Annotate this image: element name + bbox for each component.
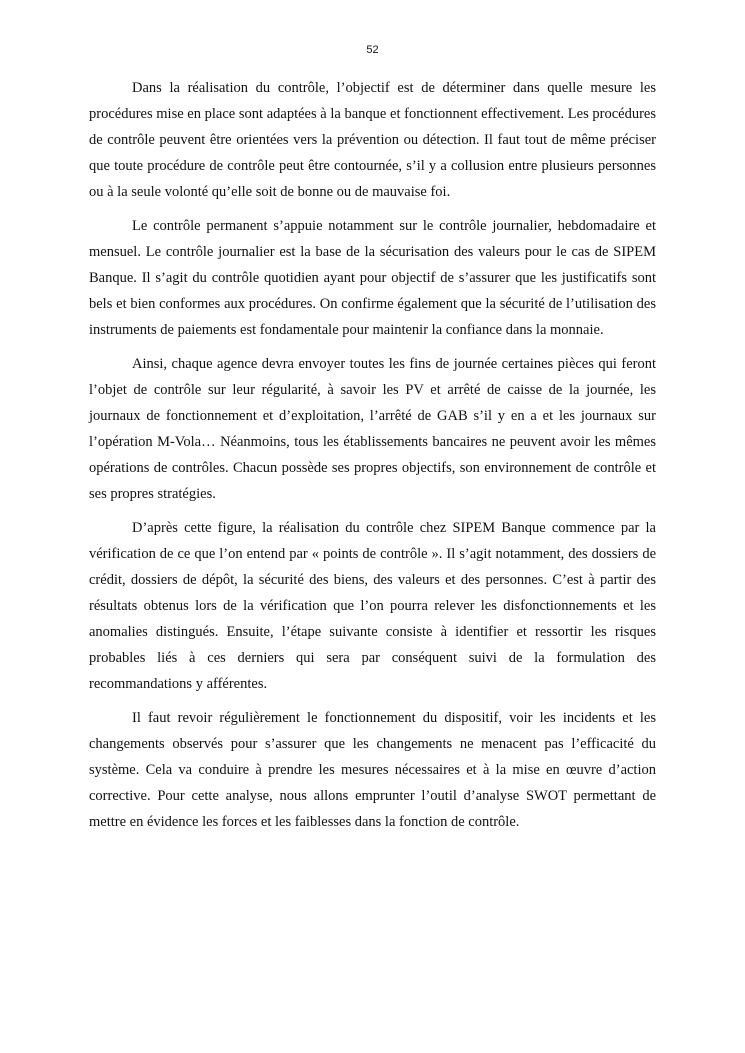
- page-number: 52: [366, 44, 379, 56]
- paragraph-swot-analysis: Il faut revoir régulièrement le fonctionnement du dispositif, voir les incidents et les changements observés pour s’assurer que les changements ne menacent pas l’efficacité du système. Cela va conduire à prendre les mesures nécessaires et à la mise en œuvre d’action corrective. Pour cette analyse, nous allons emprunter l’outil d’analyse SWOT permettant de mettre en évidence les forces et les faiblesses dans la fonction de contrôle.: [89, 710, 656, 830]
- document-body: [89, 75, 656, 843]
- paragraph-permanent-control: Le contrôle permanent s’appuie notamment sur le contrôle journalier, hebdomadaire et mensuel. Le contrôle journalier est la base de la sécurisation des valeurs pour le cas de SIPEM Banque. Il s’agit du contrôle quotidien ayant pour objectif de s’assurer que les justificatifs sont bels et bien conformes aux procédures. On confirme également que la sécurité de l’utilisation des instruments de paiements est fondamentale pour maintenir la confiance dans la monnaie.: [89, 218, 656, 338]
- paragraph-control-process: D’après cette figure, la réalisation du contrôle chez SIPEM Banque commence par la vérification de ce que l’on entend par « points de contrôle ». Il s’agit notamment, des dossiers de crédit, dossiers de dépôt, la sécurité des biens, des valeurs et des personnes. C’est à partir des résultats obtenus lors de la vérification que l’on pourra relever les disfonctionnements et les anomalies distingués. Ensuite, l’étape suivante consiste à identifier et ressortir les risques probables liés à ces derniers qui sera par conséquent suivi de la formulation des recommandations y afférentes.: [89, 520, 656, 692]
- paragraph-agency-documents: Ainsi, chaque agence devra envoyer toutes les fins de journée certaines pièces qui feront l’objet de contrôle sur leur régularité, à savoir les PV et arrêté de caisse de la journée, les journaux de fonctionnement et d’exploitation, l’arrêté de GAB s’il y en a et les journaux sur l’opération M-Vola… Néanmoins, tous les établissements bancaires ne peuvent avoir les mêmes opérations de contrôles. Chacun possède ses propres objectifs, son environnement de contrôle et ses propres stratégies.: [89, 356, 656, 502]
- paragraph-control-objective: Dans la réalisation du contrôle, l’objectif est de déterminer dans quelle mesure les procédures mise en place sont adaptées à la banque et fonctionnent effectivement. Les procédures de contrôle peuvent être orientées vers la prévention ou détection. Il faut tout de même préciser que toute procédure de contrôle peut être contournée, s’il y a collusion entre plusieurs personnes ou à la seule volonté qu’elle soit de bonne ou de mauvaise foi.: [89, 80, 656, 200]
